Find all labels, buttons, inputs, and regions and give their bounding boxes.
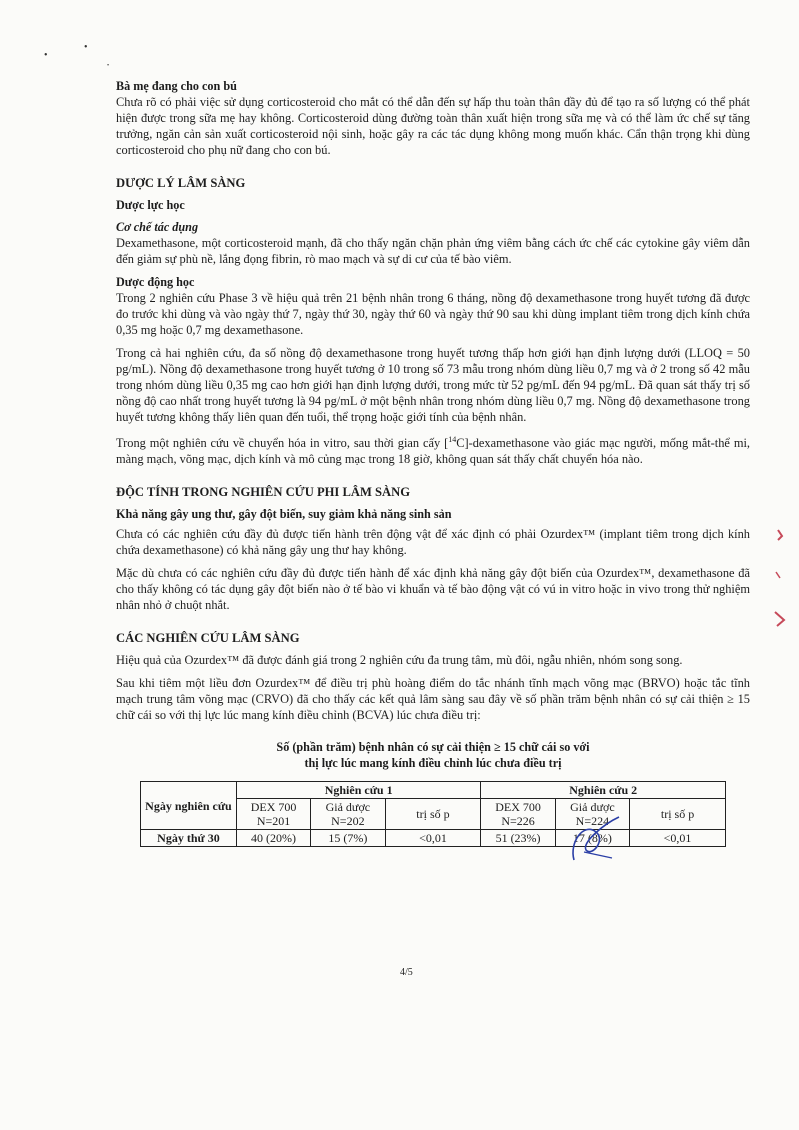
- clinical-paragraph-2: Sau khi tiêm một liều đơn Ozurdex™ để điều trị phù hoàng điểm do tắc nhánh tĩnh mạch võng mạc (BRVO) hoặc tắc tĩnh mạch trung tâm võng mạc (CRVO) đã cho thấy các kết quả lâm sàng sau đây về số phần trăm bệnh nhân có sự cải thiện ≥ 15 chữ cái so với thị lực lúc mang kính điều chỉnh (BCVA) lúc chưa điều trị:: [116, 676, 750, 723]
- scan-dot: •: [107, 63, 110, 69]
- cell-s2-dex: 51 (23%): [481, 830, 555, 847]
- document-page: [116, 78, 750, 847]
- toxicity-paragraph-1: Chưa có các nghiên cứu đầy đủ được tiến hành trên động vật để xác định có phải Ozurdex™ (implant tiêm trong dịch kính chứa dexamethasone) có khả năng gây ung thư hay không.: [116, 527, 750, 558]
- page-number: 4/5: [400, 967, 413, 978]
- clinical-paragraph-1: Hiệu quả của Ozurdex™ đã được đánh giá trong 2 nghiên cứu đa trung tâm, mù đôi, ngẫu nhiên, nhóm song song.: [116, 653, 683, 668]
- study-2-dex-header: DEX 700 N=226: [481, 799, 555, 830]
- edge-red-marks: [772, 522, 792, 642]
- mechanism-body: Dexamethasone, một corticosteroid mạnh, đã cho thấy ngăn chặn phản ứng viêm bằng cách ức chế các cytokine gây viêm dẫn đến giảm sự phù nề, lắng đọng fibrin, rò mao mạch và sự di cư của tế bào viêm.: [116, 236, 750, 266]
- pharmacokinetics-heading: Dược động học: [116, 275, 195, 289]
- toxicity-heading: ĐỘC TÍNH TRONG NGHIÊN CỨU PHI LÂM SÀNG: [116, 485, 410, 500]
- toxicity-section: [116, 484, 750, 613]
- study-2-p-header: trị số p: [630, 799, 726, 830]
- scan-dot: •: [44, 50, 48, 61]
- pk-p3-superscript: 14: [448, 435, 457, 444]
- scan-dot: •: [84, 42, 88, 53]
- study-2-header: Nghiên cứu 2: [481, 782, 726, 799]
- table-title-line-1: Số (phần trăm) bệnh nhân có sự cải thiện ≥ 15 chữ cái so với: [276, 740, 590, 755]
- results-table: [140, 781, 726, 847]
- cell-s1-placebo: 15 (7%): [311, 830, 385, 847]
- row-header-cell: Ngày nghiên cứu: [141, 782, 237, 830]
- study-1-p-header: trị số p: [385, 799, 481, 830]
- pharmacodynamics-heading: Dược lực học: [116, 198, 185, 212]
- mechanism-heading: Cơ chế tác dụng: [116, 220, 199, 234]
- breastfeeding-body: Chưa rõ có phải việc sử dụng corticosteroid cho mắt có thể dẫn đến sự hấp thu toàn thân đầy đủ để tạo ra số lượng có thể phát hiện được trong sữa mẹ hay không. Corticosteroid dùng đường toàn thân xuất hiện trong sữa mẹ và có thể làm ức chế sự tăng trưởng, ngăn cản sản xuất corticosteroid nội sinh, hoặc gây ra các tác dụng không mong muốn khác. Cẩn thận trọng khi dùng corticosteroid cho phụ nữ đang cho con bú.: [116, 95, 750, 157]
- cell-s1-p: <0,01: [385, 830, 481, 847]
- carcinogenesis-heading: Khả năng gây ung thư, gây đột biến, suy giảm khả năng sinh sản: [116, 507, 452, 522]
- pharmacology-section: [116, 175, 750, 467]
- cell-s1-dex: 40 (20%): [236, 830, 310, 847]
- results-table-title: [116, 739, 750, 771]
- table-header-row: [141, 782, 726, 799]
- study-1-placebo-header: Giả dược N=202: [311, 799, 385, 830]
- study-2-placebo-header: Giả dược N=224: [555, 799, 629, 830]
- pk-p3-after: C]-dexamethasone vào giác mạc người, mống mắt-thể mi, màng mạch, võng mạc, dịch kính và mô củng mạc trong 18 giờ, không quan sát thấy chất chuyển hóa nào.: [116, 436, 750, 467]
- study-1-dex-header: DEX 700 N=201: [236, 799, 310, 830]
- clinical-studies-section: [116, 630, 750, 723]
- toxicity-paragraph-2: Mặc dù chưa có các nghiên cứu đầy đủ được tiến hành để xác định khả năng gây đột biến của Ozurdex™, dexamethasone đã cho thấy không có tác dụng gây đột biến nào ở tế bào vi khuẩn và tế bào động vật có vú in vitro hoặc in vivo trong thử nghiệm nhân nhỏ ở chuột nhắt.: [116, 566, 750, 613]
- clinical-studies-heading: CÁC NGHIÊN CỨU LÂM SÀNG: [116, 631, 300, 646]
- row-label: Ngày thứ 30: [141, 830, 237, 847]
- pk-p3-before: Trong một nghiên cứu về chuyển hóa in vitro, sau thời gian cấy [: [116, 436, 449, 451]
- study-1-header: Nghiên cứu 1: [236, 782, 481, 799]
- breastfeeding-heading: Bà mẹ đang cho con bú: [116, 79, 237, 93]
- pharmacokinetics-paragraph-1: Trong 2 nghiên cứu Phase 3 về hiệu quả trên 21 bệnh nhân trong 6 tháng, nồng độ dexamethasone trong huyết tương đã được đo trước khi dùng và vào ngày thứ 7, ngày thứ 30, ngày thứ 60 và ngày thứ 90 sau khi dùng implant tiêm trong dịch kính chứa 0,35 mg hoặc 0,7 mg dexamethasone.: [116, 291, 750, 337]
- cell-s2-placebo: 17 (8%): [555, 830, 629, 847]
- pharmacokinetics-paragraph-3: [116, 432, 750, 467]
- table-title-line-2: thị lực lúc mang kính điều chỉnh lúc chưa điều trị: [304, 756, 562, 771]
- breastfeeding-section: [116, 78, 750, 158]
- cell-s2-p: <0,01: [630, 830, 726, 847]
- pharmacokinetics-paragraph-2: Trong cả hai nghiên cứu, đa số nồng độ dexamethasone trong huyết tương thấp hơn giới hạn định lượng dưới (LLOQ = 50 pg/mL). Nồng độ dexamethasone trong huyết tương ở 10 trong số 73 mẫu trong nhóm dùng liều 0,7 mg và ở 2 trong số 42 mẫu trong nhóm dùng liều 0,35 mg cao hơn giới hạn định lượng dưới, trong mức từ 52 pg/mL đến 94 pg/mL. Đã quan sát thấy trị số nồng độ cao nhất trong huyết tương là 94 pg/mL ở một bệnh nhân trong nhóm dùng liều 0,7 mg. Nồng độ dexamethasone trong huyết tương không thấy liên quan đến tuổi, thể trọng hoặc giới tính của bệnh nhân.: [116, 346, 750, 424]
- pharmacology-heading: DƯỢC LÝ LÂM SÀNG: [116, 176, 246, 190]
- table-row: [141, 830, 726, 847]
- signature-mark: [564, 812, 634, 872]
